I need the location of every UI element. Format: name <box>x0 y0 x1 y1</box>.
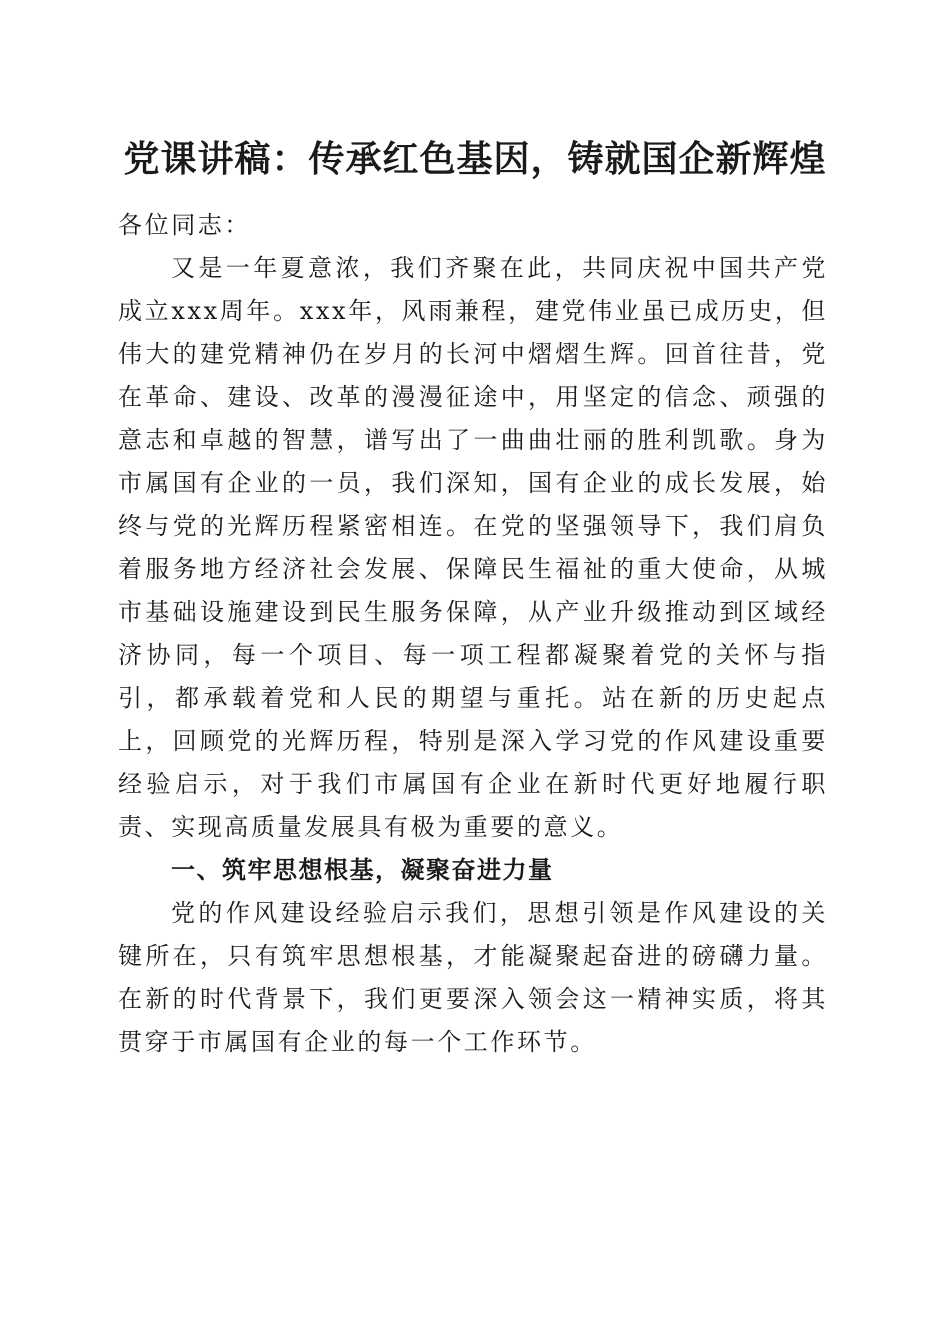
intro-paragraph: 又是一年夏意浓，我们齐聚在此，共同庆祝中国共产党成立xxx周年。xxx年，风雨兼程，建党伟业虽已成历史，但伟大的建党精神仍在岁月的长河中熠熠生辉。回首往昔，党在革命、建设、改革的漫漫征途中，用坚定的信念、顽强的意志和卓越的智慧，谱写出了一曲曲壮丽的胜利凯歌。身为市属国有企业的一员，我们深知，国有企业的成长发展，始终与党的光辉历程紧密相连。在党的坚强领导下，我们肩负着服务地方经济社会发展、保障民生福祉的重大使命，从城市基础设施建设到民生服务保障，从产业升级推动到区域经济协同，每一个项目、每一项工程都凝聚着党的关怀与指引，都承载着党和人民的期望与重托。站在新的历史起点上，回顾党的光辉历程，特别是深入学习党的作风建设重要经验启示，对于我们市属国有企业在新时代更好地履行职责、实现高质量发展具有极为重要的意义。 <box>118 254 828 841</box>
document-title: 党课讲稿：传承红色基因，铸就国企新辉煌 <box>123 139 827 180</box>
salutation: 各位同志： <box>118 211 251 239</box>
section-heading-1: 一、筑牢思想根基，凝聚奋进力量 <box>171 856 554 884</box>
section-paragraph-1: 党的作风建设经验启示我们，思想引领是作风建设的关键所在，只有筑牢思想根基，才能凝聚起奋进的磅礴力量。在新的时代背景下，我们更要深入领会这一精神实质，将其贯穿于市属国有企业的每一个工作环节。 <box>118 899 828 1056</box>
document-body <box>118 204 828 1064</box>
